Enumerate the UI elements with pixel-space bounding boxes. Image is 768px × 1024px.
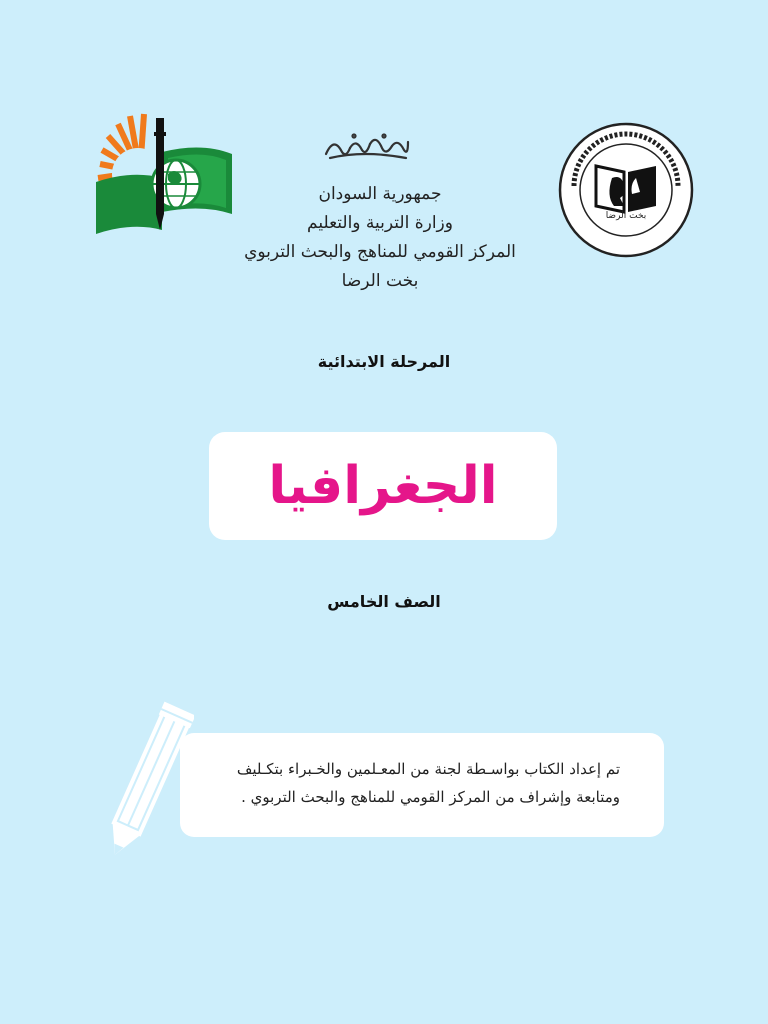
note-line-1: تم إعداد الكتاب بواسـطة لجنة من المعـلمين والخـبراء بتكـليف: [236, 760, 620, 778]
country-name: جمهورية السودان: [318, 184, 442, 204]
center-location: بخت الرضا: [341, 271, 419, 291]
center-name: المركز القومي للمناهج والبحث التربوي: [244, 242, 516, 262]
preparation-note: [200, 755, 620, 811]
note-line-2: ومتابعة وإشراف من المركز القومي للمناهج والبحث التربوي .: [241, 788, 620, 806]
basmala-calligraphy-icon: [324, 130, 410, 162]
preparation-note-card: [180, 733, 664, 837]
book-title: الجغرافيا: [268, 456, 498, 516]
grade-label: الصف الخامس: [327, 592, 441, 611]
title-card: [209, 432, 557, 540]
seal-caption: بخت الرضا: [605, 211, 647, 221]
education-stage: المرحلة الابتدائية: [317, 352, 451, 371]
ministry-name: وزارة التربية والتعليم: [307, 213, 453, 233]
header-block: [170, 180, 590, 296]
